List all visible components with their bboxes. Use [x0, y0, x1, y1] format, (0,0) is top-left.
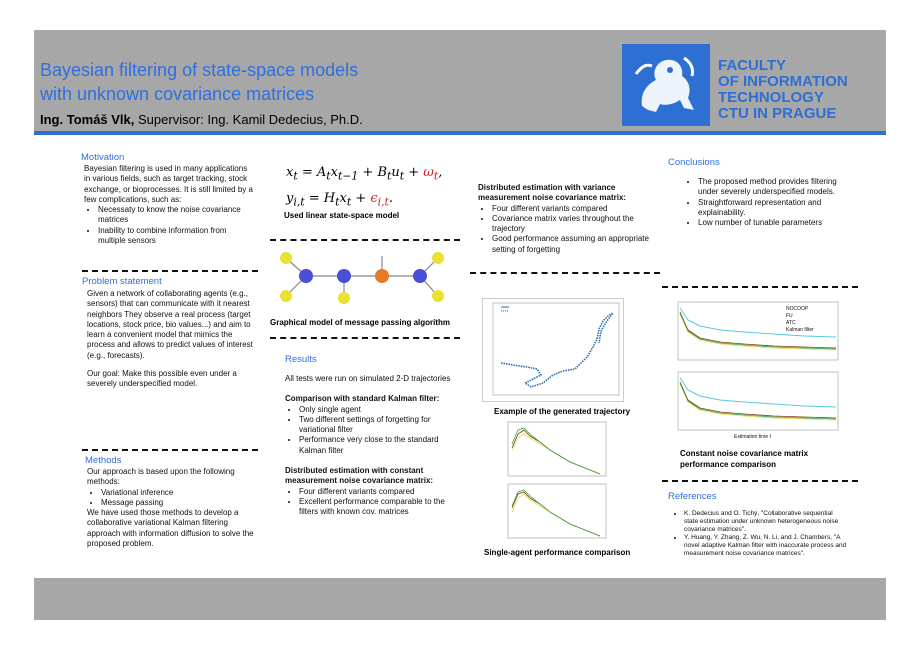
authors-line — [40, 112, 363, 127]
conclusions-section — [684, 177, 842, 228]
kalman-bullet-2: • Two different settings of forgetting for variational filter — [299, 415, 461, 436]
state-space-equations: $x_t = A_tx_{t-1} + B_tu_t + \omega_t$, $y_{i,t} = H_tx_t + \epsilon_{i,t}$. — [286, 165, 443, 209]
results-heading: Results — [285, 354, 317, 365]
results-intro: All tests were run on simulated 2-D trajectories — [285, 374, 451, 383]
legend-fu: FU — [786, 313, 793, 319]
kalman-comparison-title: Comparison with standard Kalman filter: — [285, 394, 440, 404]
title-line-2: with unknown covariance matrices — [40, 84, 315, 104]
constant-bullet-1: • Four different variants compared — [299, 487, 461, 497]
constant-noise-chart-1 — [664, 300, 840, 370]
kalman-bullet-3: • Performance very close to the standard Kalman filter — [299, 435, 461, 456]
motivation-heading: Motivation — [81, 152, 125, 163]
trajectory-caption: Example of the generated trajectory — [494, 407, 631, 416]
divider — [662, 286, 858, 288]
methods-text: Our approach is based upon the following methods: — [87, 467, 235, 487]
variance-bullet-2: • Covariance matrix varies throughout the trajectory — [492, 214, 656, 235]
faculty-line-1: FACULTY — [718, 57, 787, 74]
graph-node — [280, 252, 292, 264]
graph-node — [432, 252, 444, 264]
ctu-lion-logo — [622, 44, 710, 126]
motivation-bullet-1: • Necessaty to know the noise covariance matrices — [98, 205, 254, 226]
title-line-1: Bayesian filtering of state-space models — [40, 60, 359, 80]
faculty-line-3: TECHNOLOGY — [718, 89, 824, 106]
conclusion-3: • Low number of tunable parameters — [698, 218, 842, 228]
model-caption: Used linear state-space model — [284, 211, 400, 220]
author-name: Ing. Tomáš Vlk, — [40, 112, 135, 127]
conclusions-heading: Conclusions — [668, 157, 720, 168]
divider — [270, 239, 460, 241]
divider — [662, 480, 858, 482]
variance-bullet-1: • Four different variants compared — [492, 204, 656, 214]
supervisor-name: Supervisor: Ing. Kamil Dedecius, Ph.D. — [138, 112, 363, 127]
problem-heading: Problem statement — [82, 276, 162, 287]
results-section — [285, 374, 461, 518]
graph-node — [375, 269, 389, 283]
constant-bullet-2: • Excellent performance comparable to the filters with known cov. matrices — [299, 497, 461, 518]
methods-text-2: We have used those methods to develop a collaborative variational Kalman filtering approach with information diffusion to solve the proposed problem. — [87, 508, 254, 549]
methods-bullet-1: • Variational inference — [101, 488, 255, 498]
lion-logo-icon — [622, 44, 710, 126]
methods-section — [87, 467, 255, 549]
problem-section — [87, 289, 255, 390]
graph-node — [299, 269, 313, 283]
reference-2: • Y. Huang, Y. Zhang, Z. Wu, N. Li, and J. Chambers, "A novel adaptive Kalman filter with inaccurate process and measurement noise covariance matrices". — [684, 534, 848, 558]
kalman-bullet-1: • Only single agent — [299, 405, 461, 415]
graph-node — [280, 290, 292, 302]
methods-heading: Methods — [85, 455, 122, 466]
variance-bullet-3: • Good performance assuming an appropriate setting of forgetting — [492, 234, 656, 255]
constant-caption: Constant noise covariance matrix performance comparison — [680, 449, 809, 469]
methods-bullet-2: • Message passing — [101, 498, 255, 508]
graph-node — [432, 290, 444, 302]
reference-1: • K. Dedecius and O. Tichý, "Collaborative sequential state estimation under unknown heterogeneous noise covariance matrices". — [684, 510, 848, 534]
constant-noise-chart-2 — [664, 370, 840, 444]
faculty-line-4: CTU IN PRAGUE — [718, 105, 837, 122]
conclusion-2: • Straightforward representation and explainability. — [698, 198, 842, 219]
variance-section — [478, 183, 656, 255]
problem-goal: Our goal: Make this possible even under a severely underspecified model. — [87, 369, 237, 389]
legend-kalman: Kalman filter — [786, 327, 814, 333]
variance-title: Distributed estimation with variance measurement noise covariance matrix: — [478, 183, 627, 203]
single-agent-caption: Single-agent performance comparison — [484, 548, 631, 557]
motivation-section — [84, 164, 254, 246]
graph-node — [337, 269, 351, 283]
single-agent-chart-1 — [500, 420, 608, 482]
references-list — [672, 510, 848, 558]
divider — [82, 449, 258, 451]
conclusion-1: • The proposed method provides filtering under severely underspecified models. — [698, 177, 842, 198]
graph-caption: Graphical model of message passing algorithm — [270, 318, 451, 327]
divider — [82, 270, 258, 272]
trajectory-figure — [482, 298, 624, 402]
legend-atc: ATC — [786, 320, 796, 326]
graph-node — [413, 269, 427, 283]
poster-title — [40, 58, 600, 106]
faculty-wordmark — [718, 58, 886, 122]
constant-title: Distributed estimation with constant measurement noise covariance matrix: — [285, 466, 434, 486]
divider — [470, 272, 660, 274]
graph-node — [338, 292, 350, 304]
single-agent-chart-2 — [500, 482, 608, 544]
divider — [270, 337, 460, 339]
problem-text: Given a network of collaborating agents (e.g., sensors) that can communicate with it nearest neighbors They observe a real process (target locations, stock price, bio values...) and aim to learn a convenient model that mimics the process and allows to predict values of interest (e.g., forecasts). — [87, 289, 253, 360]
motivation-bullet-2: • Inability to combine information from multiple sensors — [98, 226, 254, 247]
message-passing-graph — [276, 250, 454, 308]
rmse-xlabel: Estimation time t — [734, 434, 771, 440]
legend-nocoop: NOCOOP — [786, 306, 809, 312]
faculty-line-2: OF INFORMATION — [718, 73, 848, 90]
references-heading: References — [668, 491, 717, 502]
motivation-text: Bayesian filtering is used in many applications in various fields, such as target tracking, stock exchange, or bioprocesses. It is still limited by a few complications, such as: — [84, 164, 253, 204]
header-rule — [34, 131, 886, 135]
poster-footer — [34, 578, 886, 620]
